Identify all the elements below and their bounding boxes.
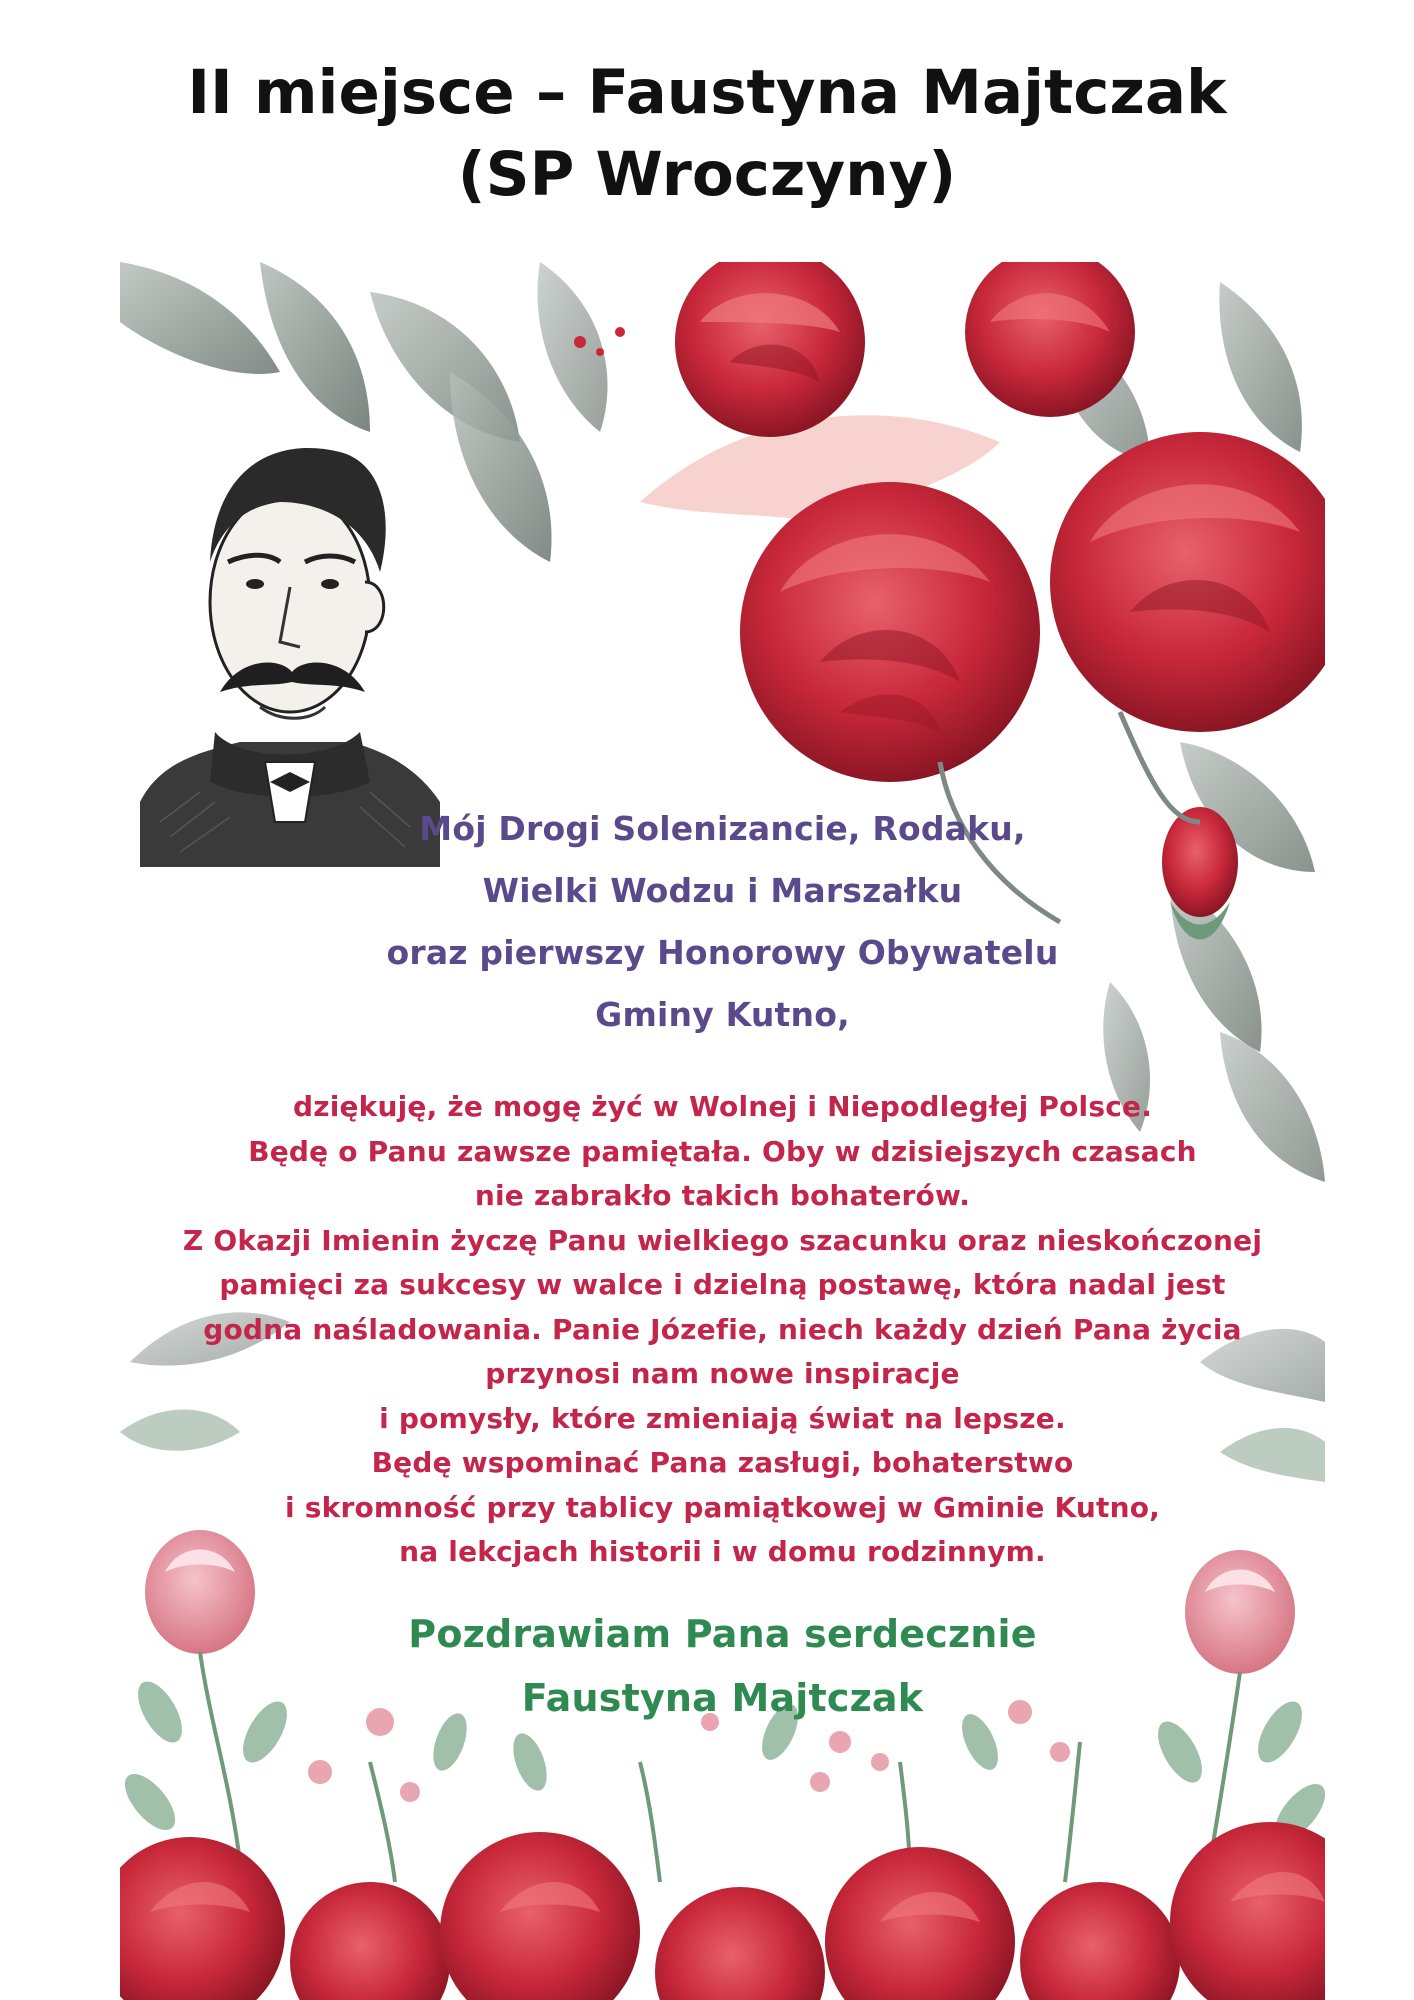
body-line: Będę o Panu zawsze pamiętała. Oby w dzisiejszych czasach: [248, 1134, 1197, 1168]
rose-mid-left: [740, 482, 1040, 782]
body-line: i pomysły, które zmieniają świat na lepsze.: [379, 1401, 1066, 1435]
page-title: [0, 52, 1414, 216]
red-rose-row: [120, 1822, 1325, 2000]
rose-mid-right: [1050, 432, 1325, 732]
body-line: przynosi nam nowe inspiracje: [485, 1357, 960, 1390]
body-line: godna naśladowania. Panie Józefie, niech każdy dzień Pana życia: [203, 1312, 1242, 1346]
greeting-line-3: oraz pierwszy Honorowy Obywatelu: [386, 933, 1059, 972]
body-line: Będę wspominać Pana zasługi, bohaterstwo: [371, 1446, 1074, 1479]
greeting-line-1: Mój Drogi Solenizancie, Rodaku,: [419, 809, 1026, 848]
letter-greeting: [120, 798, 1325, 1046]
page-title-line-2: (SP Wroczyny): [457, 139, 957, 210]
body-line: Z Okazji Imienin życzę Panu wielkiego szacunku oraz nieskończonej: [182, 1223, 1263, 1257]
greeting-line-2: Wielki Wodzu i Marszałku: [482, 871, 963, 910]
rose-top-center: [675, 262, 865, 437]
body-line: pamięci za sukcesy w walce i dzielną postawę, która nadal jest: [219, 1268, 1226, 1301]
body-line: dziękuję, że mogę żyć w Wolnej i Niepodległej Polsce.: [292, 1090, 1153, 1123]
body-line: nie zabrakło takich bohaterów.: [474, 1179, 971, 1212]
body-line: na lekcjach historii i w domu rodzinnym.: [399, 1535, 1046, 1568]
body-line: i skromność przy tablicy pamiątkowej w Gminie Kutno,: [285, 1490, 1160, 1524]
signature: Faustyna Majtczak: [521, 1676, 924, 1720]
letter-body: [120, 1085, 1325, 1575]
greeting-line-4: Gminy Kutno,: [595, 995, 850, 1034]
letter-closing: [120, 1602, 1325, 1730]
closing-line-1: Pozdrawiam Pana serdecznie: [408, 1612, 1037, 1656]
page-title-line-1: II miejsce – Faustyna Majtczak: [187, 57, 1227, 128]
letter-card: [120, 262, 1325, 2000]
